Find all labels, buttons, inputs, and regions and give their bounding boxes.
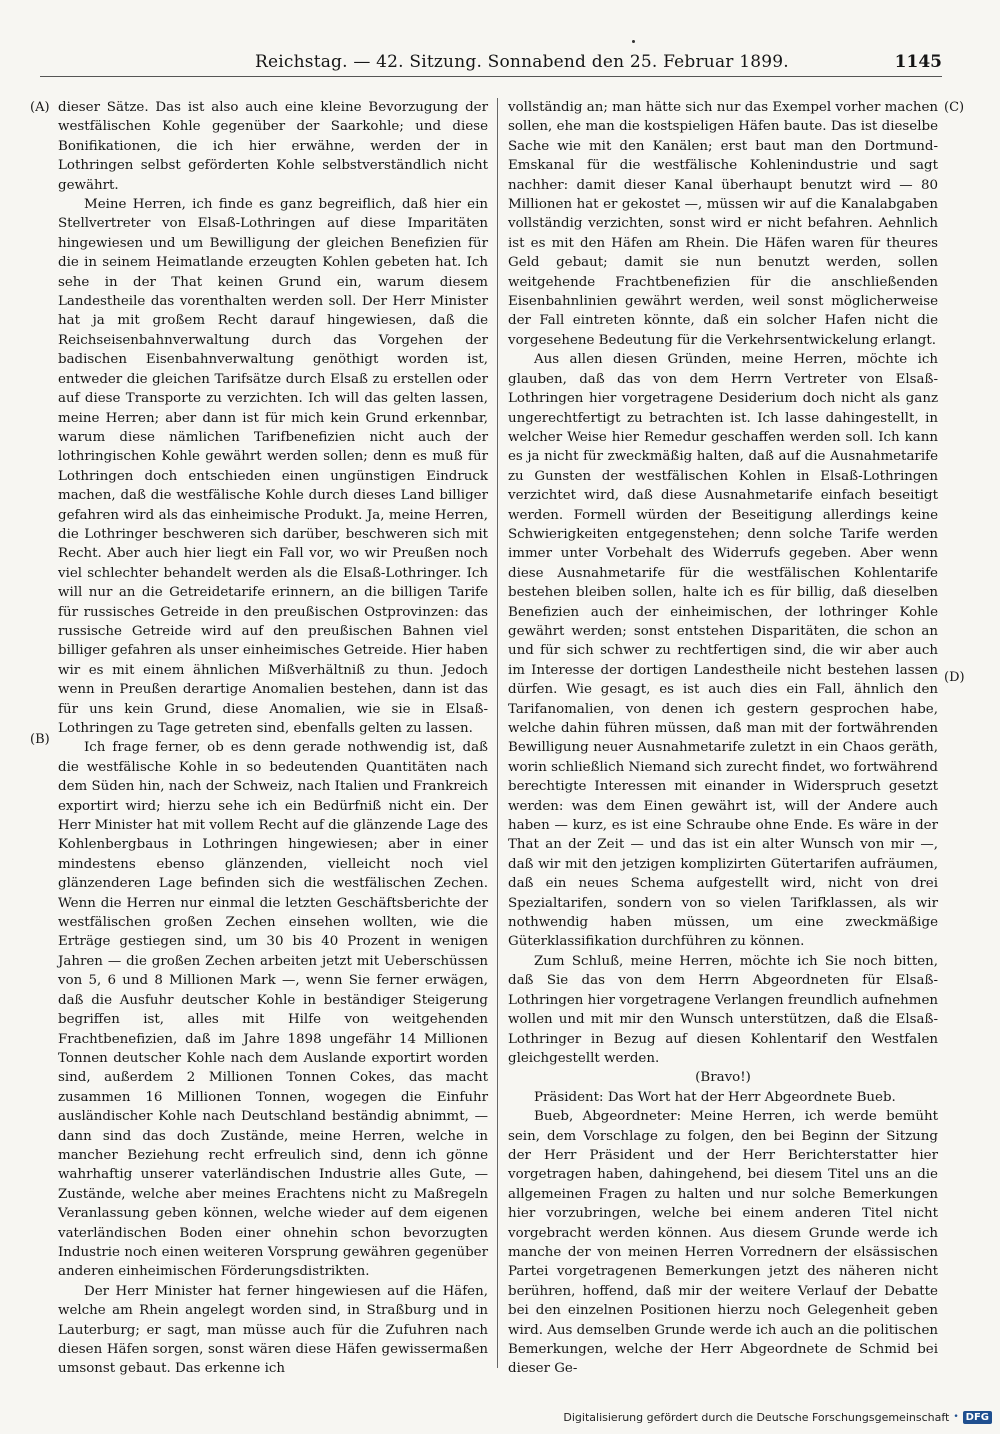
column-divider xyxy=(497,98,498,1368)
page-number: 1145 xyxy=(894,52,942,72)
paragraph: Meine Herren, ich finde es ganz begreiflich, daß hier ein Stellvertreter von Elsaß-Lothringen auf diese Imparitäten hingewiesen und um Bewilligung der gleichen Benefizien für die in seinem Heimatlande erzeugten Kohlen gebeten hat. Ich sehe in der That keinen Grund ein, warum diesem Landestheile das vorenthalten werden soll. Der Herr Minister hat ja mit großem Recht darauf hingewiesen, daß die Reichseisenbahnverwaltung durch das Vorgehen der badischen Eisenbahnverwaltung genöthigt worden ist, entweder die gleichen Tarifsätze durch Elsaß zu erstellen oder auf diese Transporte zu verzichten. Ich will das gelten lassen, meine Herren; aber dann ist für mich kein Grund erkennbar, warum diese nämlichen Tarifbenefizien nicht auch der lothringischen Kohle gewährt werden sollen; denn es muß für Lothringen doch entschieden einen ungünstigen Eindruck machen, daß die westfälische Kohle durch dieses Land billiger gefahren wird als das einheimische Produkt. Ja, meine Herren, die Lothringer beschweren sich darüber, beschweren sich mit Recht. Aber auch hier liegt ein Fall vor, wo wir Preußen noch viel schlechter behandelt werden als die Elsaß-Lothringer. Ich will nur an die Getreidetarife erinnern, an die billigen Tarife für russisches Getreide in den preußischen Ostprovinzen: das russische Getreide wird auf den preußischen Bahnen viel billiger gefahren als unser einheimisches Getreide. Hier haben wir es mit einem ähnlichen Mißverhältniß zu thun. Jedoch wenn in Preußen derartige Anomalien bestehen, dann ist das für uns kein Grund, diese Anomalien, wie sie in Elsaß-Lothringen zu Tage getreten sind, ebenfalls gelten zu lassen. xyxy=(58,197,488,736)
running-title: Reichstag. — 42. Sitzung. Sonnabend den 25. Februar 1899. xyxy=(255,52,789,72)
paragraph: Zum Schluß, meine Herren, möchte ich Sie noch bitten, daß Sie das von dem Herrn Abgeordneten für Elsaß-Lothringen hier vorgetragene Verlangen freundlich aufnehmen wollen und mit mir den Wunsch unterstützen, daß die Elsaß-Lothringer in Bezug auf diesen Kohlentarif den Westfalen gleichgestellt werden. xyxy=(508,953,938,1066)
right-column xyxy=(508,98,938,1377)
bullet-icon: • xyxy=(953,1412,959,1422)
margin-marker-a: (A) xyxy=(30,100,50,115)
dfg-logo: DFG xyxy=(963,1411,992,1424)
header-rule xyxy=(40,76,942,77)
page-header xyxy=(40,52,942,78)
paragraph: vollständig an; man hätte sich nur das Exempel vorher machen sollen, ehe man die kostspieligen Häfen baute. Das ist dieselbe Sache wie mit den Kanälen; erst baut man den Dortmund-Emskanal für die westfälische Kohlenindustrie und sagt nachher: damit dieser Kanal überhaupt benutzt wird — 80 Millionen hat er gekostet —, müssen wir auf die Kanalabgaben vollständig verzichten, sonst wird er nicht befahren. Aehnlich ist es mit den Häfen am Rhein. Die Häfen waren für theures Geld gebaut; damit sie nun benutzt werden, sollen weitgehende Frachtbenefizien für die anschließenden Eisenbahnlinien gewährt werden, weil sonst möglicherweise der Fall eintreten könnte, daß ein solcher Hafen nicht die vorgesehene Bedeutung für die Verkehrsentwickelung erlangt. xyxy=(508,100,938,348)
paragraph: Ich frage ferner, ob es denn gerade nothwendig ist, daß die westfälische Kohle in so bedeutenden Quantitäten nach dem Süden hin, nach der Schweiz, nach Italien und Frankreich exportirt wird; hierzu sehe ich ein Bedürfniß nicht ein. Der Herr Minister hat mit vollem Recht auf die glänzende Lage des Kohlenbergbaus in Lothringen hingewiesen; aber in einer mindestens ebenso glänzenden, vielleicht noch viel glänzenderen Lage befinden sich die westfälischen Zechen. Wenn die Herren nur einmal die letzten Geschäftsberichte der westfälischen großen Zechen einsehen wollten, wie die Erträge gestiegen sind, um 30 bis 40 Prozent in wenigen Jahren — die großen Zechen arbeiten jetzt mit Ueberschüssen von 5, 6 und 8 Millionen Mark —, wenn Sie ferner erwägen, daß die Ausfuhr deutscher Kohle in beständiger Steigerung begriffen ist, alles mit Hilfe von weitgehenden Frachtbenefizien, daß im Jahre 1898 ungefähr 14 Millionen Tonnen deutscher Kohle nach dem Auslande exportirt worden sind, außerdem 2 Millionen Tonnen Cokes, das macht zusammen 16 Millionen Tonnen, wogegen die Einfuhr ausländischer Kohle nach Deutschland beständig abnimmt, — dann sind das doch Zustände, meine Herren, welche in mancher Beziehung recht erfreulich sind, denn ich gönne wahrhaftig unserer vaterländischen Industrie alles Gute, — Zustände, welche aber meines Erachtens nicht zu Maßregeln Veranlassung geben können, welche wieder auf dem eigenen vaterländischen Boden einer ohnehin schon bevorzugten Industrie noch einen weiteren Vorsprung gewähren gegenüber anderen einheimischen Förderungsdistrikten. xyxy=(58,740,488,1280)
speaker-paragraph: Bueb, Abgeordneter: Meine Herren, ich werde bemüht sein, dem Vorschlage zu folgen, den bei Beginn der Sitzung der Herr Präsident und der Herr Berichterstatter hier vorgetragen haben, dahingehend, bei diesem Titel uns an die allgemeinen Fragen zu halten und nur solche Bemerkungen hier vorzubringen, welche bei einem anderen Titel nicht vorgebracht werden können. Aus diesem Grunde werde ich manche der von meinen Herren Vorrednern der elsässischen Partei vorgetragenen Bemerkungen jetzt des näheren nicht berühren, hoffend, daß mir der weitere Verlauf der Debatte bei den einzelnen Positionen hierzu noch Gelegenheit geben wird. Aus demselben Grunde werde ich auch an die politischen Bemerkungen, welche der Herr Abgeordnete de Schmid bei dieser Ge- xyxy=(508,1109,938,1377)
left-column xyxy=(58,98,488,1377)
margin-marker-b: (B) xyxy=(30,732,50,747)
paragraph: Aus allen diesen Gründen, meine Herren, möchte ich glauben, daß das von dem Herrn Vertreter von Elsaß-Lothringen hier vorgetragene Desiderium doch nicht als ganz ungerechtfertigt zu betrachten ist. Ich lasse dahingestellt, in welcher Weise hier Remedur geschaffen werden soll. Ich kann es ja nicht für zweckmäßig halten, daß auf die Ausnahmetarife zu Gunsten der westfälischen Kohlen in Elsaß-Lothringen verzichtet wird, daß diese Ausnahmetarife einfach beseitigt werden. Formell würden der Beseitigung allerdings keine Schwierigkeiten entgegenstehen; denn solche Tarife werden immer unter Vorbehalt des Widerrufs gegeben. Aber wenn diese Ausnahmetarife für die westfälischen Kohlentarife bestehen bleiben sollen, halte ich es für billig, daß dieselben Benefizien auch der einheimischen, der lothringer Kohle gewährt werden; sonst entstehen Disparitäten, die schon an und für sich schwer zu rechtfertigen sind, die wir aber auch im Interesse der dortigen Landestheile nicht bestehen lassen dürfen. Wie gesagt, es ist auch dies ein Fall, ähnlich den Tarifanomalien, von denen ich gestern gesprochen habe, welche dahin führen müssen, daß man mit der fortwährenden Bewilligung neuer Ausnahmetarife zuletzt in ein Chaos geräth, worin schließlich Niemand sich zurecht findet, wo fortwährend berechtigte Interessen mit einander in Widerspruch gesetzt werden: was dem Einen gewährt ist, will der Andere auch haben — kurz, es ist eine Schraube ohne Ende. Es wäre in der That an der Zeit — und das ist ein alter Wunsch von mir —, daß wir mit den jetzigen komplizirten Gütertarifen aufräumen, daß ein neues Schema aufgestellt wird, nicht von drei Spezialtarifen, sondern von so vielen Tarifklassen, als wir nothwendig haben müssen, um eine zweckmäßige Güterklassifikation durchführen zu können. xyxy=(508,352,938,950)
ink-dot xyxy=(632,40,635,43)
paragraph: Der Herr Minister hat ferner hingewiesen auf die Häfen, welche am Rhein angelegt worden sind, in Straßburg und in Lauterburg; er sagt, man müsse auch für die Zufuhren nach diesen Häfen sorgen, sonst wären diese Häfen gewissermaßen umsonst gebaut. Das erkenne ich xyxy=(58,1283,488,1377)
speaker-paragraph: Präsident: Das Wort hat der Herr Abgeordnete Bueb. xyxy=(534,1089,896,1105)
footer-text: Digitalisierung gefördert durch die Deutsche Forschungsgemeinschaft xyxy=(563,1410,950,1424)
paragraph: dieser Sätze. Das ist also auch eine kleine Bevorzugung der westfälischen Kohle gegenüber der Saarkohle; und diese Bonifikationen, die ich hier erwähne, werden der in Lothringen selbst geförderten Kohle selbstverständlich nicht gewährt. xyxy=(58,100,488,193)
margin-marker-d: (D) xyxy=(944,670,965,685)
digitization-footer xyxy=(563,1408,992,1426)
applause-note: (Bravo!) xyxy=(695,1070,751,1086)
margin-marker-c: (C) xyxy=(944,100,965,115)
